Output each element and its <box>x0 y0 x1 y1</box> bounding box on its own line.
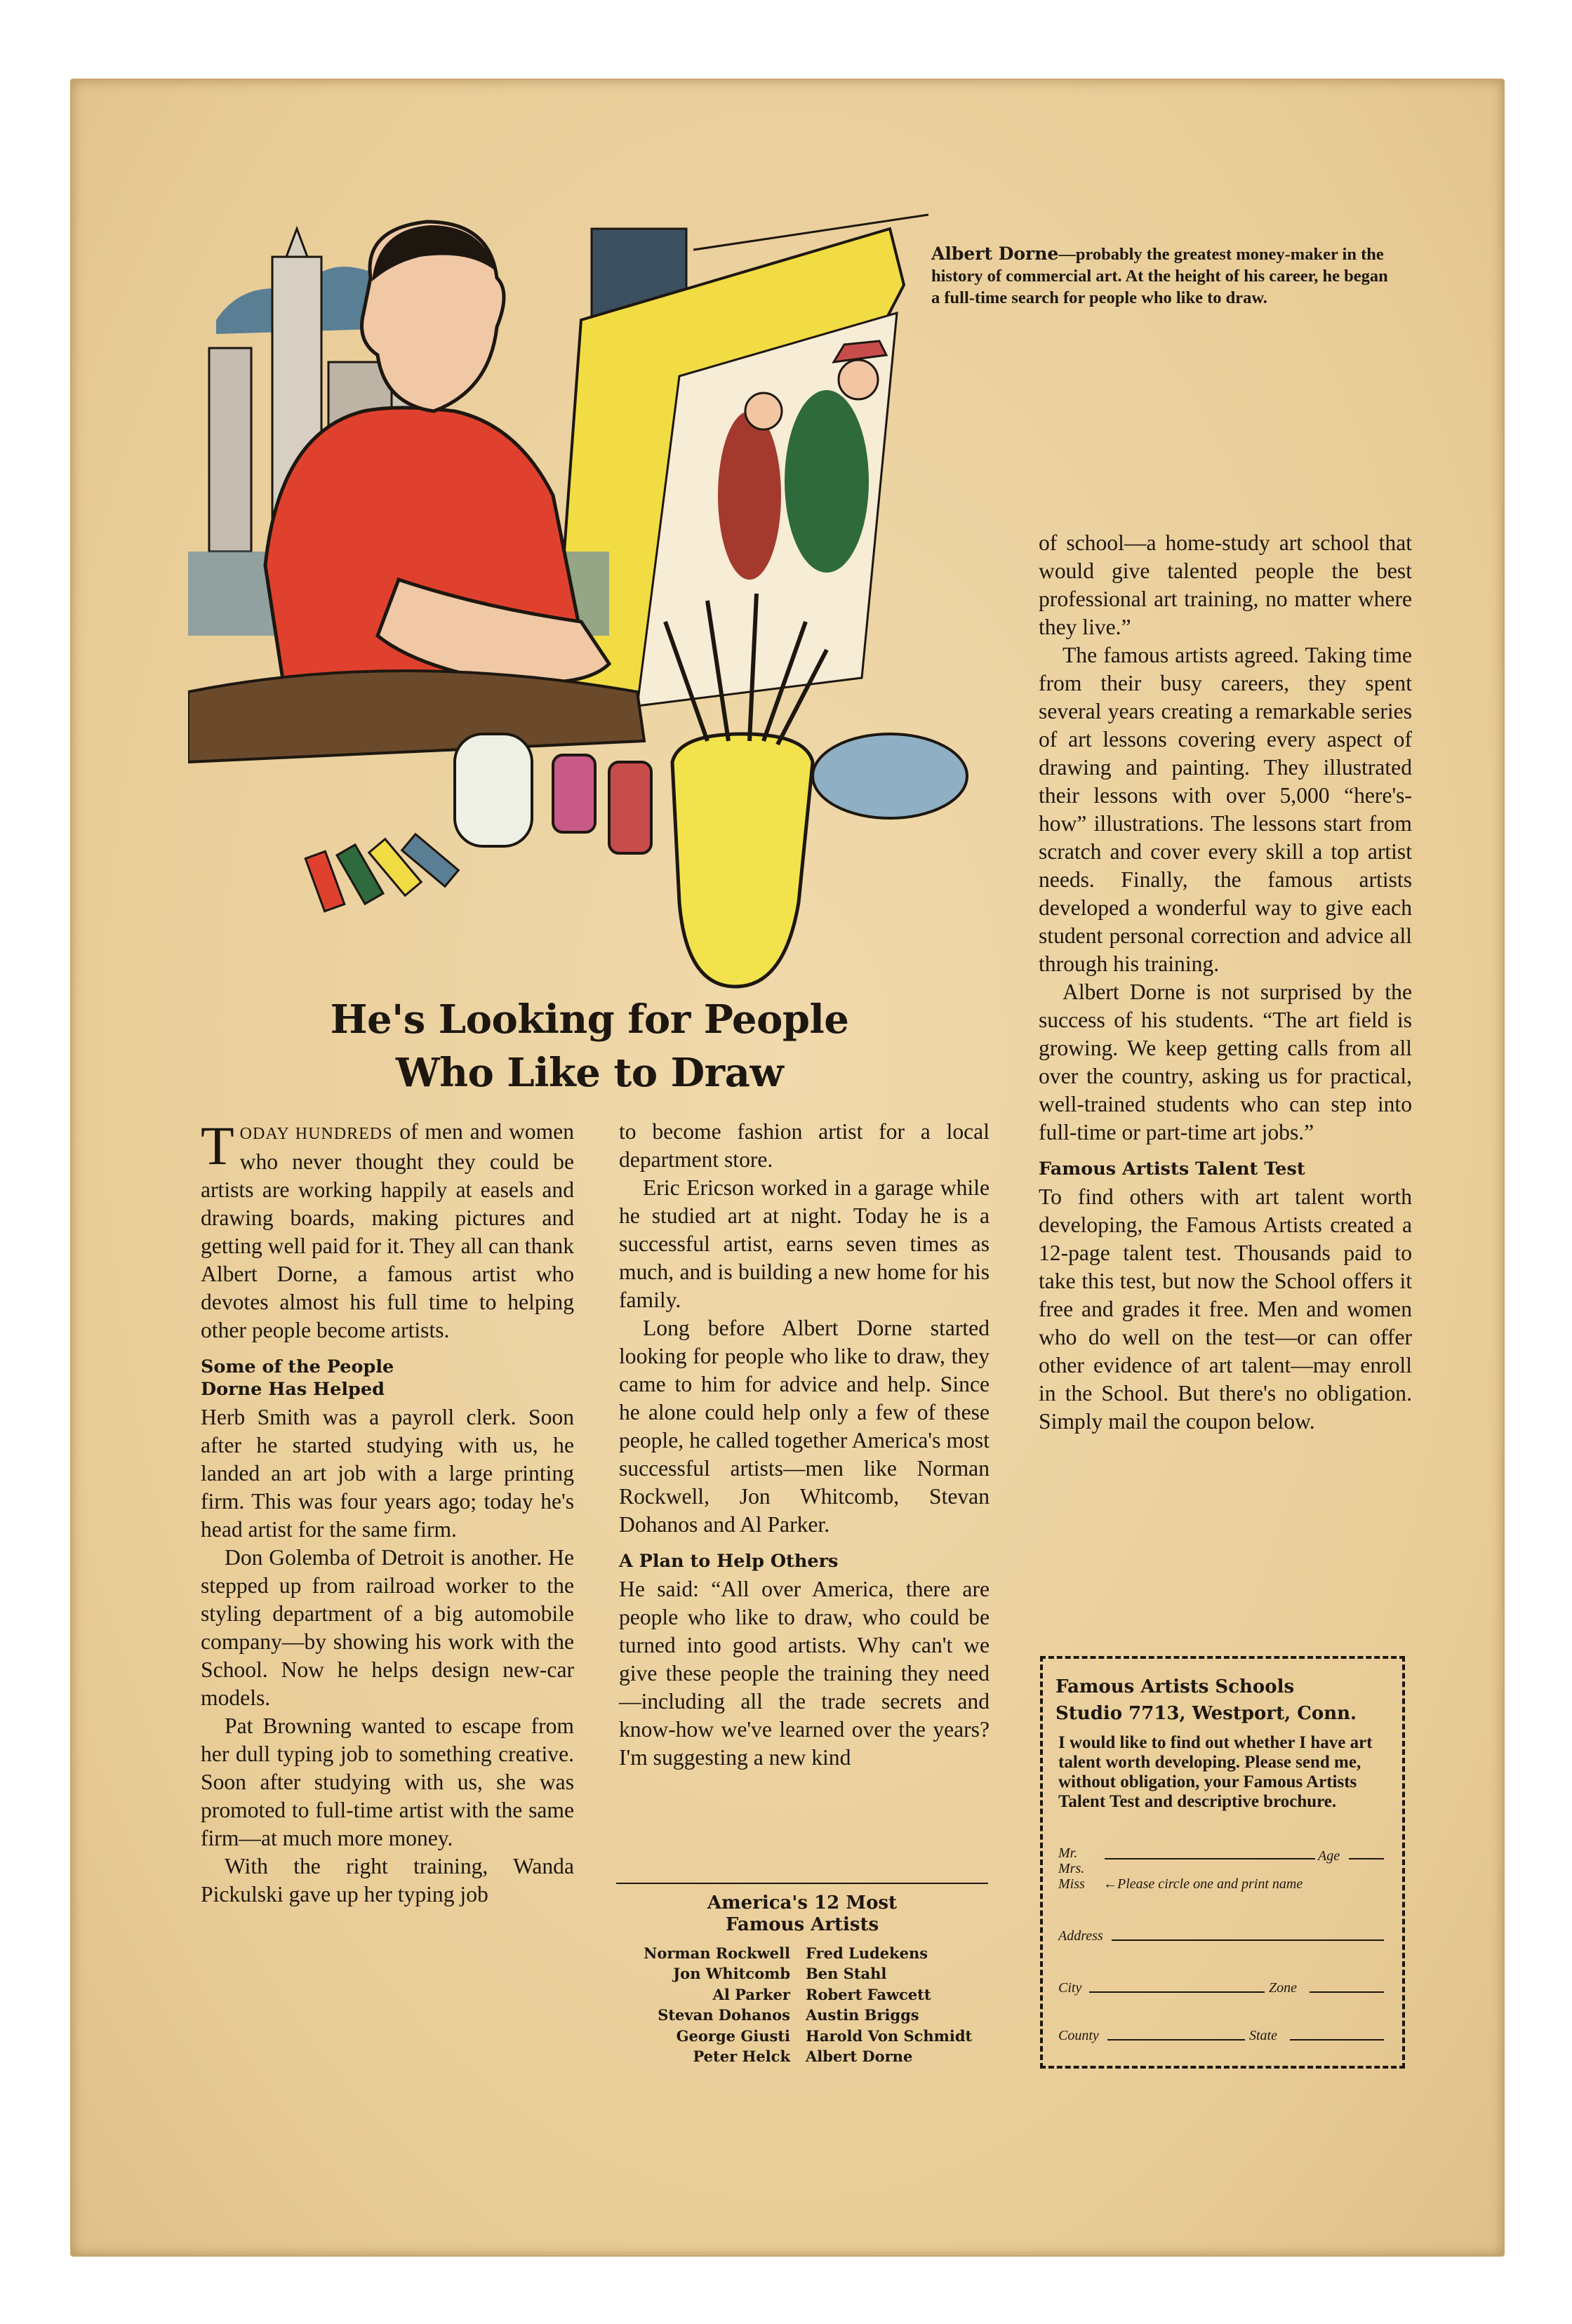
county-field-line[interactable] <box>1107 2039 1245 2041</box>
famous-artists-list <box>616 1943 988 2066</box>
subheading-people-helped <box>201 1356 574 1401</box>
city-field-line[interactable] <box>1089 1991 1265 1993</box>
dancer-man <box>785 390 869 573</box>
paragraph-fashion-artist: to become fashion artist for a local department store. <box>619 1119 990 1172</box>
artist-name: George Giusti <box>676 2026 790 2045</box>
headline-line-2: Who Like to Draw <box>395 1050 784 1096</box>
article-column-2 <box>619 1118 990 1772</box>
famous-artists-box <box>616 1883 988 2066</box>
intro-paragraph <box>201 1115 574 1344</box>
subheading-line-1: Some of the People <box>201 1356 394 1377</box>
paint-bowl <box>813 734 967 818</box>
coupon-label-age: Age <box>1318 1848 1340 1864</box>
age-field-line[interactable] <box>1349 1858 1384 1859</box>
coupon-label-miss: Miss <box>1058 1876 1085 1892</box>
artist-name: Austin Briggs <box>806 2006 919 2024</box>
coupon-label-address: Address <box>1058 1928 1103 1944</box>
paragraph-artists-agreed: The famous artists agreed. Taking time from their busy careers, they spent several years creating a remarkable series of art lessons covering every aspect of drawing and painting. They illustrated their lessons with over 5,000 “here's-how” illustrations. The lessons start from scratch and cover every skill a top artist needs. Finally, the famous artists developed a wonderful way to give each student personal correction and advice all through his training. <box>1039 643 1412 976</box>
artist-name: Harold Von Schmidt <box>806 2026 973 2045</box>
paragraph-eric-ericson: Eric Ericson worked in a garage while he studied art at night. Today he is a successful artist, earns seven times as much, and is building a new home for his family. <box>619 1175 990 1312</box>
subheading-line-2: Dorne Has Helped <box>201 1379 385 1400</box>
paragraph-talent-test: To find others with art talent worth developing, the Famous Artists created a 12-page talent test. Thousands paid to take this test, but now the School offers it free and grades it free. Men and women who do well on the test—or can offer other evidence of art talent—may enroll in the School. But there's no obligation. Simply mail the coupon below. <box>1039 1184 1412 1434</box>
coupon-school-name: Famous Artists Schools <box>1055 1676 1295 1697</box>
article-column-1 <box>201 1115 574 1909</box>
artist-illustration <box>188 201 982 1001</box>
subheading-talent-test: Famous Artists Talent Test <box>1039 1158 1305 1180</box>
lead-small-caps: ODAY HUNDREDS <box>239 1125 393 1143</box>
coupon-label-city: City <box>1058 1980 1082 1996</box>
coupon-circle-note: ←Please circle one and print name <box>1103 1876 1303 1892</box>
caption-name: Albert Dorne <box>931 243 1059 264</box>
article-column-3 <box>1039 529 1412 1436</box>
desk <box>188 671 644 762</box>
artist-name: Ben Stahl <box>806 1965 887 1983</box>
coupon-label-county: County <box>1058 2028 1099 2043</box>
artist-name: Jon Whitcomb <box>673 1965 790 1983</box>
artists-right-column <box>806 1943 972 2066</box>
coupon-label-mr: Mr. <box>1058 1845 1078 1861</box>
drop-cap: T <box>201 1115 234 1176</box>
artist-name: Peter Helck <box>693 2048 790 2066</box>
coupon-studio-address: Studio 7713, Westport, Conn. <box>1055 1703 1357 1724</box>
artists-left-column <box>616 1943 806 2066</box>
headline-line-1: He's Looking for People <box>330 996 849 1043</box>
paragraph-long-before: Long before Albert Dorne started looking for people who like to draw, they came to him for advice and help. Since he alone could help only a few of these people, he called together America's most successful artists—men like Norman Rockwell, Jon Whitcomb, Stevan Dohanos and Al Parker. <box>619 1316 990 1537</box>
paragraph-wanda-pickulski: With the right training, Wanda Pickulski gave up her typing job <box>201 1854 574 1906</box>
headline <box>175 993 1004 1100</box>
coupon-request-text: I would like to find out whether I have art talent worth developing. Please send me, without obligation, your Famous Artists Talent Test and descriptive brochure. <box>1058 1733 1373 1811</box>
dancer-woman <box>718 411 781 580</box>
famous-artists-title <box>616 1884 988 1936</box>
paragraph-not-surprised: Albert Dorne is not surprised by the success of his students. “The art field is growing. We keep getting calls from all over the country, asking us for practical, well-trained students who can step into full-time or part-time art jobs.” <box>1039 980 1412 1144</box>
famous-title-line-2: Famous Artists <box>725 1914 879 1935</box>
artist-name: Norman Rockwell <box>644 1944 790 1962</box>
paragraph-herb-smith: Herb Smith was a payroll clerk. Soon after he started studying with us, he landed an art job with a large printing firm. This was four years ago; today he's head artist for the same firm. <box>201 1405 574 1542</box>
artist-name: Robert Fawcett <box>806 1985 931 2003</box>
name-field-line[interactable] <box>1105 1858 1315 1859</box>
mail-coupon[interactable] <box>1040 1656 1405 2069</box>
paint-jar-stack <box>455 734 532 846</box>
artist-name: Albert Dorne <box>806 2048 913 2066</box>
paint-tubes <box>305 834 458 911</box>
coupon-label-state: State <box>1249 2028 1277 2043</box>
subheading-plan: A Plan to Help Others <box>619 1551 839 1572</box>
paragraph-he-said: He said: “All over America, there are people who like to draw, who could be turned into good artists. Why can't we give these people the training they need—including all the trade secrets and know-how we've learned over the years? I'm suggesting a new kind <box>619 1577 990 1770</box>
address-field-line[interactable] <box>1112 1939 1384 1941</box>
famous-title-line-1: America's 12 Most <box>707 1892 898 1914</box>
caption-text: —probably the greatest money-maker in the history of commercial art. At the height of his career, he began a full-time search for people who like to draw. <box>931 245 1388 307</box>
illustration-caption <box>931 243 1394 309</box>
artist-name: Stevan Dohanos <box>658 2006 790 2024</box>
coupon-label-mrs: Mrs. <box>1058 1861 1085 1876</box>
paragraph-don-golemba: Don Golemba of Detroit is another. He stepped up from railroad worker to the styling department of a big automobile company—by showing his work with the School. Now he helps design new-car models. <box>201 1545 574 1710</box>
coupon-label-zone: Zone <box>1269 1980 1297 1996</box>
intro-text: of men and women who never thought they could be artists are working happily at easels and drawing boards, making pictures and getting well paid for it. They all can thank Albert Dorne, a famous artist who devotes almost his full time to helping other people become artists. <box>201 1119 574 1342</box>
zone-field-line[interactable] <box>1310 1991 1384 1993</box>
state-field-line[interactable] <box>1290 2039 1384 2041</box>
paragraph-school: of school—a home-study art school that would give talented people the best professional art training, no matter where they live.” <box>1039 530 1412 639</box>
brush-jar <box>672 734 813 987</box>
artist-name: Al Parker <box>712 1985 790 2003</box>
paragraph-pat-browning: Pat Browning wanted to escape from her dull typing job to something creative. Soon after studying with us, she was promoted to full-time artist with the same firm—at much more money. <box>201 1714 574 1850</box>
artist-name: Fred Ludekens <box>806 1944 928 1962</box>
